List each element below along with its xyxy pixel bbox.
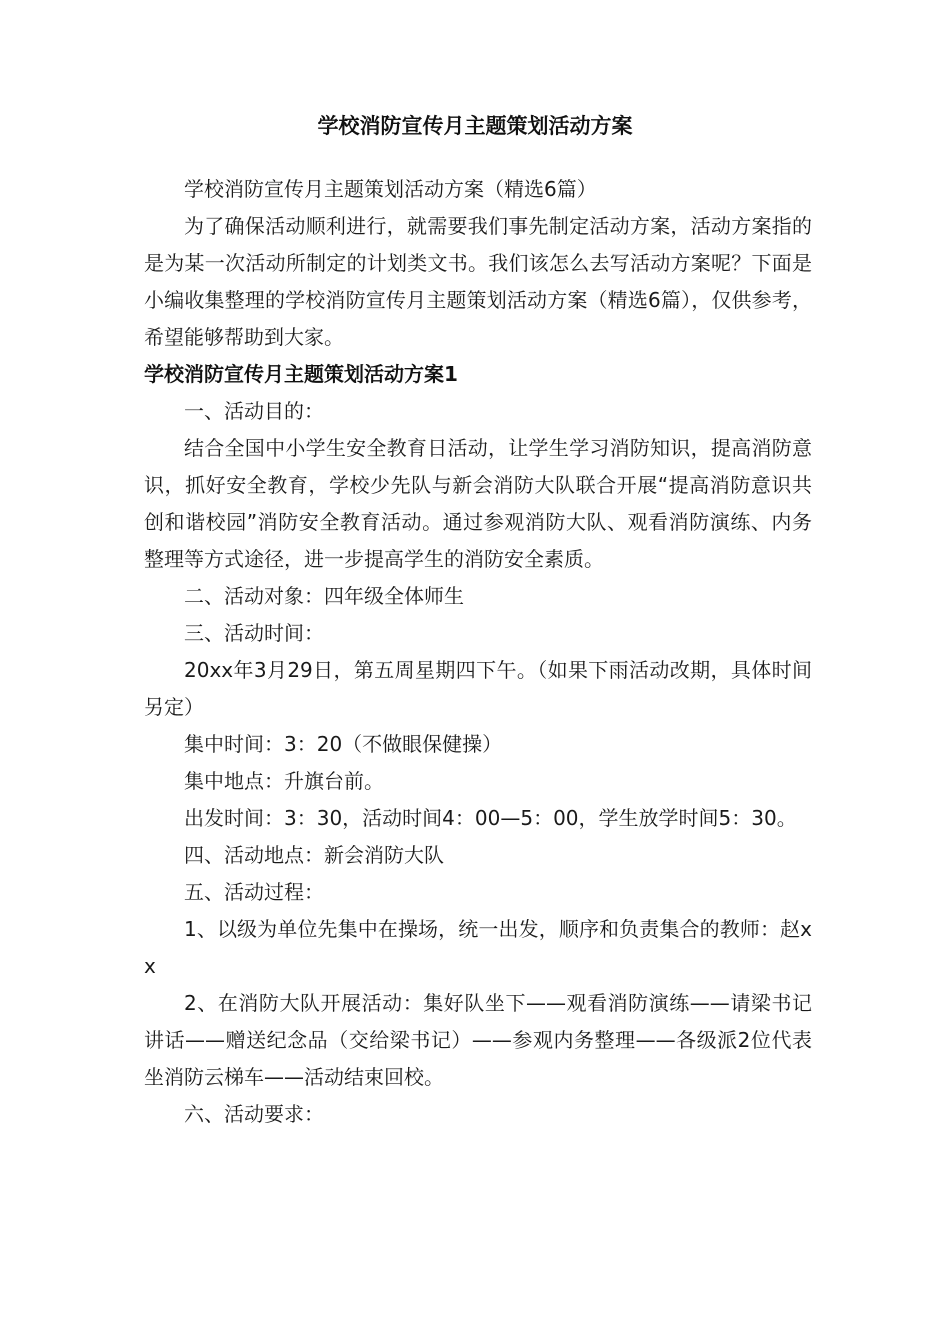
gather-time: 集中时间：3：20（不做眼保健操） [184,732,503,756]
process-step-2: 2、在消防大队开展活动：集好队坐下——观看消防演练——请梁书记讲话——赠送纪念品（交给梁书记）——参观内务整理——各级派2位代表坐消防云梯车——活动结束回校。 [144,991,812,1089]
gather-place: 集中地点：升旗台前。 [184,769,384,793]
process-step-1: 1、以级为单位先集中在操场，统一出发，顺序和负责集合的教师：赵xx [144,917,812,978]
activity-purpose-text: 结合全国中小学生安全教育日活动，让学生学习消防知识，提高消防意识，抓好安全教育，学校少先队与新会消防大队联合开展“提高消防意识共创和谐校园”消防安全教育活动。通过参观消防大队、观看消防演练、内务整理等方式途径，进一步提高学生的消防安全素质。 [144,436,812,571]
activity-requirements-heading: 六、活动要求： [184,1102,324,1126]
activity-process-heading: 五、活动过程： [184,880,324,904]
document-title: 学校消防宣传月主题策划活动方案 [317,114,633,138]
document-body [144,171,812,1133]
departure-time: 出发时间：3：30，活动时间4：00—5：00，学生放学时间5：30。 [184,806,797,830]
activity-time-heading: 三、活动时间： [184,621,324,645]
intro-paragraph: 为了确保活动顺利进行，就需要我们事先制定活动方案，活动方案指的是为某一次活动所制定的计划类文书。我们该怎么去写活动方案呢？下面是小编收集整理的学校消防宣传月主题策划活动方案（精选6篇），仅供参考，希望能够帮助到大家。 [144,214,812,349]
activity-date: 20xx年3月29日，第五周星期四下午。（如果下雨活动改期，具体时间另定） [144,658,812,719]
subtitle-paragraph: 学校消防宣传月主题策划活动方案（精选6篇） [184,177,597,201]
activity-location: 四、活动地点：新会消防大队 [184,843,444,867]
activity-audience: 二、活动对象：四年级全体师生 [184,584,464,608]
section-heading: 学校消防宣传月主题策划活动方案1 [144,362,458,386]
activity-purpose-heading: 一、活动目的： [184,399,324,423]
